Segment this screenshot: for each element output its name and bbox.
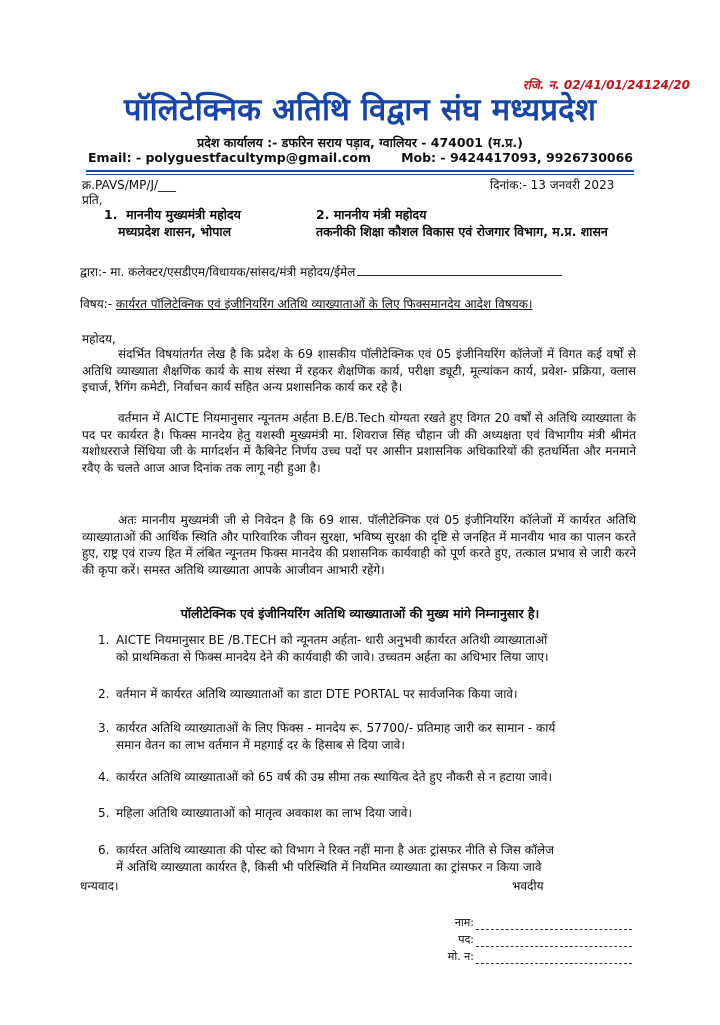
subject-label: विषय:- — [80, 297, 113, 311]
signature-label: नाम: — [454, 916, 474, 929]
demand-text: कार्यरत अतिथि व्याख्याता की पोस्ट को विभाग ने रिक्त नहीं माना है अतः ट्रांसफर नीति से जिस कॉलेज — [116, 843, 555, 857]
via-text: द्वारा:- मा. कलेक्टर/एसडीएम/विधायक/सांसद/मंत्री महोदय/ईमेल — [80, 265, 356, 279]
demand-number: 1. — [98, 633, 110, 647]
demand-number: 4. — [98, 770, 110, 784]
demand-number: 2. — [98, 687, 110, 701]
thanks-text: धन्यवाद। — [80, 879, 119, 893]
recipient-2 — [316, 206, 608, 240]
demand-item-5 — [98, 805, 638, 822]
signature-blank — [476, 934, 632, 947]
demand-number: 6. — [98, 843, 110, 857]
header-divider — [86, 170, 634, 172]
reference-number: क्र.PAVS/MP/J/___ — [82, 178, 177, 192]
prati-label: प्रति, — [82, 193, 103, 207]
demand-text-cont: में अतिथि व्याख्याता कार्यरत है, किसी भी परिस्थिति में नियमित व्याख्याता का ट्रांसफर न किया जावे — [116, 859, 542, 874]
subject-text: कार्यरत पॉलिटेक्निक एवं इंजीनियरिंग अतिथि व्याख्याताओं के लिए फिक्समानदेय आदेश विषयक। — [115, 297, 533, 311]
signature-blank — [476, 951, 632, 964]
recipient-number: 1. — [104, 207, 118, 222]
demand-number: 3. — [98, 721, 110, 735]
recipient-office: तकनीकी शिक्षा कौशल विकास एवं रोजगार विभाग, म.प्र. शासन — [316, 224, 608, 239]
paragraph-2: वर्तमान में AICTE नियमानुसार न्यूनतम अर्हता B.E/B.Tech योग्यता रखते हुए विगत 20 वर्षों से अतिथि व्याख्याता के पद पर कार्यरत है। फिक्स मानदेय हेतु यशस्वी मुख्यमंत्री मा. शिवराज सिंह चौहान जी की अध्यक्षता एवं विभागीय मंत्री श्रीमंत यशोधरराजे सिंधिया जी के मार्गदर्शन में कैबिनेट निर्णय उच्च पदों पर आसीन प्रशासनिक अधिकारियों की हतधर्मिता और मनमाने रवैए के चलते आज आज दिनांक तक लागू नही हुआ है। — [82, 411, 636, 475]
demand-text: कार्यरत अतिथि व्याख्याताओं को 65 वर्ष की उम्र सीमा तक स्थायित्व देते हुए नौकरी से न हटाया जावे। — [116, 770, 553, 784]
email-text: Email: - polyguestfacultymp@gmail.com — [88, 150, 371, 165]
demands-heading: पॉलीटेक्निक एवं इंजीनियरिंग अतिथि व्याख्याताओं की मुख्य मांगे निम्नानुसार है। — [180, 606, 540, 621]
demand-number: 5. — [98, 806, 110, 820]
paragraph-3: अतः माननीय मुख्यमंत्री जी से निवेदन है कि 69 शास. पॉलीटेक्निक एवं 05 इंजीनियरिंग कॉलेजों में कार्यरत अतिथि व्याख्याताओं की आर्थिक स्थिति और पारिवारिक जीवन सुरक्षा, भविष्य सुरक्षा की दृष्टि से जनहित में मानवीय भाव का पालन करते हुए, राष्ट्र एवं राज्य हित में लंबित न्यूनतम फिक्स मानदेय की प्रशासनिक कार्यवाही को पूर्ण करते हुए, तत्काल प्रभाव से जारी करने की कृपा करें। समस्त अतिथि व्याख्याता आपके आजीवन आभारी रहेंगे। — [82, 513, 636, 577]
via-line — [80, 263, 562, 280]
demand-text-cont: समान वेतन का लाभ वर्तमान में महगाई दर के हिसाब से दिया जावे। — [116, 737, 405, 752]
signature-mobile-field — [412, 949, 632, 964]
recipient-office: मध्यप्रदेश शासन, भोपाल — [118, 224, 232, 239]
demand-item-4 — [98, 769, 638, 786]
signature-label: पद: — [458, 933, 474, 946]
demand-text: AICTE नियमानुसार BE /B.TECH को न्यूनतम अर्हता- धारी अनुभवी कार्यरत अतिथी व्याख्याताओं — [116, 633, 548, 647]
signature-label: मो. न: — [447, 950, 474, 963]
salutation: महोदय, — [82, 332, 116, 346]
demand-text: महिला अतिथि व्याख्याताओं को मातृत्व अवकाश का लाभ दिया जावे। — [116, 806, 413, 820]
yours-faithfully: भवदीय — [512, 879, 544, 893]
paragraph-1: संदर्भित विषयांतर्गत लेख है कि प्रदेश के 69 शासकीय पॉलीटेक्निक एवं 05 इंजीनियरिंग कॉलेजों में विगत कई वर्षों से अतिथि व्याख्याता शैक्षणिक कार्य के साथ संस्था में रहकर शैक्षणिक कार्य, परीक्षा ड्यूटी, मूल्यांकन कार्य, प्रवेश- प्रक्रिया, क्लास इचार्ज, रैगिंग कमेटी, निर्वाचन कार्य सहित अन्य प्रशासनिक कार्य कर रहे है। — [82, 347, 636, 394]
demand-text-cont: को प्राथमिकता से फिक्स मानदेय देने की कार्यवाही की जावे। उच्चतम अर्हता का अधिभार लिया जाए। — [116, 649, 549, 664]
recipient-1 — [104, 206, 241, 240]
demand-item-6 — [98, 842, 638, 875]
recipient-number: 2. — [316, 207, 330, 222]
letter-date: दिनांक:- 13 जनवरी 2023 — [490, 178, 615, 192]
recipient-title: माननीय मंत्री महोदय — [333, 207, 427, 222]
signature-post-field — [412, 932, 632, 947]
signature-blank — [476, 917, 632, 930]
contact-row — [88, 150, 633, 165]
mobile-text: Mob: - 9424417093, 9926730066 — [401, 150, 633, 165]
header-divider-thin — [86, 174, 634, 175]
via-blank — [357, 275, 562, 276]
registration-number: रजि. न. 02/41/01/24124/20 — [522, 78, 690, 92]
office-address: प्रदेश कार्यालय :- डफरिन सराय पड़ाव, ग्वालियर - 474001 (म.प्र.) — [197, 135, 523, 150]
demand-item-3 — [98, 720, 638, 753]
organization-title: पॉलिटेक्निक अतिथि विद्वान संघ मध्यप्रदेश — [123, 92, 597, 128]
demand-text: कार्यरत अतिथि व्याख्याताओं के लिए फिक्स - मानदेय रू. 57700/- प्रतिमाह जारी कर सामान - कार्य — [116, 721, 556, 735]
demand-item-2 — [98, 686, 638, 703]
demand-text: वर्तमान में कार्यरत अतिथि व्याख्याताओं का डाटा DTE PORTAL पर सार्वजनिक किया जावे। — [116, 687, 518, 701]
demand-item-1 — [98, 632, 638, 665]
signature-name-field — [412, 915, 632, 930]
recipient-title: माननीय मुख्यमंत्री महोदय — [126, 207, 241, 222]
subject-line — [80, 295, 532, 312]
